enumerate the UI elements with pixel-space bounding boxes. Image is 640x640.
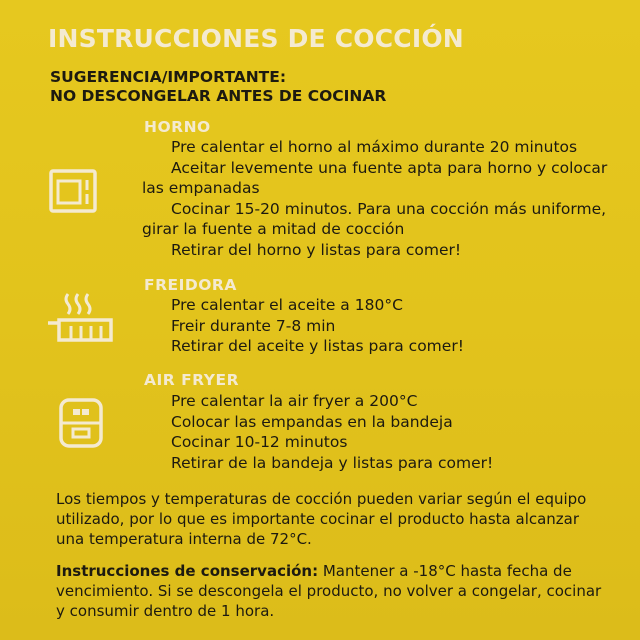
oven-icon bbox=[48, 168, 98, 214]
step-line: las empanadas bbox=[142, 179, 260, 197]
page-title: INSTRUCCIONES DE COCCIÓN bbox=[48, 24, 464, 53]
important-notice bbox=[50, 68, 386, 106]
step-line: Aceitar levemente una fuente apta para horno y colocar bbox=[171, 158, 608, 177]
note-line: una temperatura interna de 72°C. bbox=[56, 530, 312, 548]
section-heading-air-fryer: AIR FRYER bbox=[144, 371, 240, 389]
step-line: Pre calentar el aceite a 180°C bbox=[171, 296, 403, 314]
section-heading-horno: HORNO bbox=[144, 118, 211, 136]
step-line: Freir durante 7-8 min bbox=[171, 316, 336, 335]
conservation-label: Instrucciones de conservación: bbox=[56, 562, 319, 580]
conservation-line: vencimiento. Si se descongela el producto, no volver a congelar, cocinar bbox=[56, 582, 602, 600]
step-line: Cocinar 10-12 minutos bbox=[171, 433, 348, 451]
step-line: Pre calentar el horno al máximo durante 20 minutos bbox=[171, 138, 578, 156]
freidora-steps bbox=[171, 295, 464, 357]
cooking-note bbox=[56, 489, 586, 549]
conservation-line: y consumir dentro de 1 hora. bbox=[56, 602, 275, 620]
conservation-instructions bbox=[56, 561, 601, 621]
note-line: utilizado, por lo que es importante cocinar el producto hasta alcanzar bbox=[56, 510, 580, 528]
step-line: Cocinar 15-20 minutos. Para una cocción más uniforme, bbox=[171, 199, 607, 218]
fryer-icon bbox=[46, 290, 116, 346]
notice-line-2: NO DESCONGELAR ANTES DE COCINAR bbox=[50, 87, 387, 105]
section-heading-freidora: FREIDORA bbox=[144, 276, 237, 294]
step-line: Colocar las empandas en la bandeja bbox=[171, 412, 453, 431]
notice-line-1: SUGERENCIA/IMPORTANTE: bbox=[50, 68, 287, 86]
note-line: Los tiempos y temperaturas de cocción pueden variar según el equipo bbox=[56, 490, 587, 508]
conservation-text: Mantener a -18°C hasta fecha de bbox=[318, 562, 572, 580]
step-line: Retirar del aceite y listas para comer! bbox=[171, 337, 464, 355]
air-fryer-steps bbox=[171, 391, 493, 473]
step-line: girar la fuente a mitad de cocción bbox=[142, 220, 405, 238]
horno-steps bbox=[142, 137, 608, 260]
step-line: Retirar de la bandeja y listas para comer! bbox=[171, 453, 494, 472]
step-line: Pre calentar la air fryer a 200°C bbox=[171, 392, 418, 410]
air-fryer-icon bbox=[58, 397, 104, 449]
step-line: Retirar del horno y listas para comer! bbox=[171, 240, 462, 259]
